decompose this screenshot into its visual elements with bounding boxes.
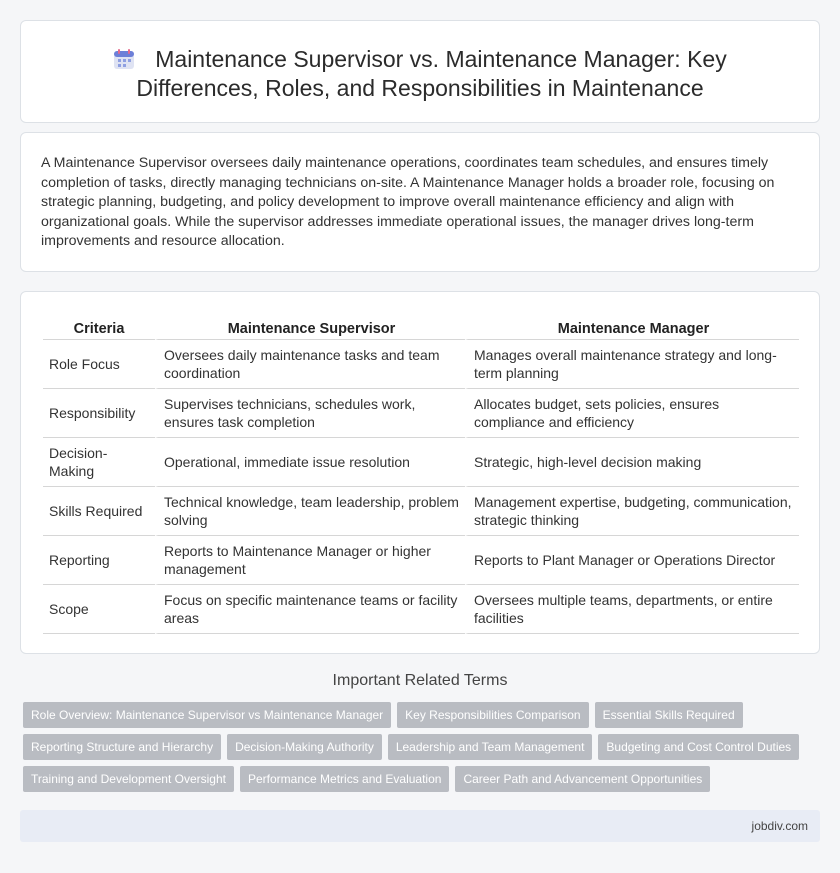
criteria-cell: Decision-Making [43,438,155,487]
table-row [43,389,799,438]
related-tag[interactable]: Performance Metrics and Evaluation [240,766,449,792]
criteria-cell: Reporting [43,536,155,585]
related-tag[interactable]: Career Path and Advancement Opportunities [455,766,710,792]
related-tag[interactable]: Role Overview: Maintenance Supervisor vs Maintenance Manager [23,702,391,728]
supervisor-cell: Supervises technicians, schedules work, ensures task completion [155,389,465,438]
criteria-cell: Role Focus [43,340,155,389]
related-tag[interactable]: Key Responsibilities Comparison [397,702,588,728]
criteria-cell: Scope [43,585,155,634]
related-tags [20,702,820,798]
related-terms-section [20,672,820,798]
manager-cell: Reports to Plant Manager or Operations Director [465,536,799,585]
table-row [43,340,799,389]
manager-cell: Manages overall maintenance strategy and long-term planning [465,340,799,389]
intro-card [20,132,820,272]
manager-cell: Management expertise, budgeting, communication, strategic thinking [465,487,799,536]
manager-cell: Allocates budget, sets policies, ensures compliance and efficiency [465,389,799,438]
table-row [43,438,799,487]
related-tag[interactable]: Decision-Making Authority [227,734,382,760]
related-tag[interactable]: Reporting Structure and Hierarchy [23,734,221,760]
manager-cell: Strategic, high-level decision making [465,438,799,487]
supervisor-cell: Reports to Maintenance Manager or higher management [155,536,465,585]
manager-cell: Oversees multiple teams, departments, or entire facilities [465,585,799,634]
supervisor-cell: Oversees daily maintenance tasks and team coordination [155,340,465,389]
table-row [43,536,799,585]
related-tag[interactable]: Training and Development Oversight [23,766,234,792]
related-tag[interactable]: Budgeting and Cost Control Duties [598,734,799,760]
related-terms-title: Important Related Terms [332,672,508,689]
supervisor-cell: Technical knowledge, team leadership, problem solving [155,487,465,536]
criteria-cell: Responsibility [43,389,155,438]
header-supervisor: Maintenance Supervisor [155,314,465,340]
footer-site-link[interactable]: jobdiv.com [751,819,808,833]
criteria-cell: Skills Required [43,487,155,536]
page-title-text: Maintenance Supervisor vs. Maintenance Manager: Key Differences, Roles, and Responsibilities in Maintenance [136,46,727,101]
supervisor-cell: Operational, immediate issue resolution [155,438,465,487]
footer [20,810,820,842]
comparison-table [43,314,799,634]
page-title [21,21,819,103]
related-tag[interactable]: Leadership and Team Management [388,734,593,760]
table-header-row [43,314,799,340]
comparison-card [20,291,820,654]
header-criteria: Criteria [43,314,155,340]
table-row [43,487,799,536]
table-row [43,585,799,634]
supervisor-cell: Focus on specific maintenance teams or facility areas [155,585,465,634]
title-card [20,20,820,123]
related-tag[interactable]: Essential Skills Required [595,702,743,728]
calendar-icon [113,48,135,70]
header-manager: Maintenance Manager [465,314,799,340]
intro-paragraph: A Maintenance Supervisor oversees daily maintenance operations, coordinates team schedules, and ensures timely completion of tasks, directly managing technicians on-site. A Maintenance Manager holds a broader role, focusing on strategic planning, budgeting, and policy development to improve overall maintenance efficiency and align with organizational goals. While the supervisor addresses immediate operational issues, the manager drives long-term improvements and resource allocation. [41,155,775,250]
